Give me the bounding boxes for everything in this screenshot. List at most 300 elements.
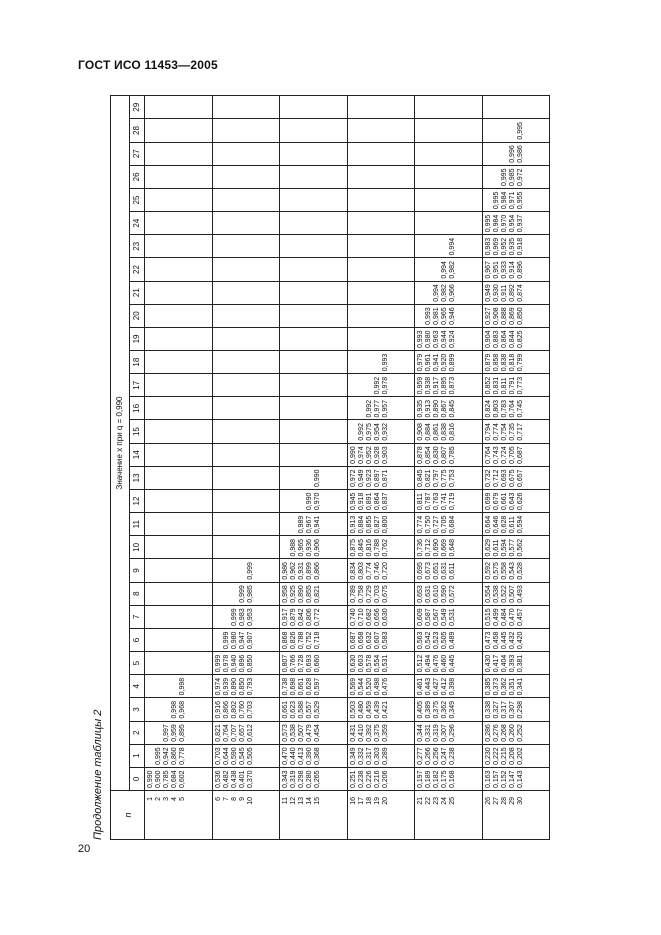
cell-value: 0,951 [492, 261, 500, 279]
column-number: 15 [130, 420, 145, 443]
table-cell [482, 327, 550, 350]
cell-value [501, 119, 509, 139]
cell-value: 0,783 [500, 399, 508, 418]
table-cell [415, 327, 483, 350]
cell-value: 0,965 [298, 538, 305, 557]
cell-value: 0,990 [349, 446, 357, 464]
cell-value: 0,986 [516, 145, 524, 163]
cell-value [425, 235, 433, 255]
table-header-row [111, 96, 130, 840]
cell-value: 0,331 [425, 724, 432, 742]
table-cell [280, 605, 348, 628]
cell-value: 0,684 [449, 515, 456, 534]
cell-value [358, 397, 366, 417]
cell-value: 0,914 [508, 261, 516, 279]
cell-value: 0,507 [298, 724, 305, 742]
cell-value: 0,803 [492, 399, 500, 418]
cell-value: 0,690 [433, 538, 440, 557]
n-value: 3 [163, 797, 170, 801]
table-cell [280, 119, 348, 142]
column-number: 26 [130, 165, 145, 188]
column-number: 20 [130, 304, 145, 327]
cell-value [493, 166, 501, 186]
cell-value: 0,944 [441, 330, 448, 349]
cell-value: 0,523 [433, 631, 440, 650]
cell-value: 0,303 [373, 747, 381, 765]
cell-value: 0,993 [425, 307, 432, 325]
cell-value: 0,994 [433, 284, 440, 302]
table-cell [145, 744, 213, 767]
cell-value: 0,946 [449, 307, 456, 325]
n-value: 4 [171, 797, 178, 801]
cell-value: 0,974 [214, 677, 222, 696]
cell-value [433, 258, 441, 278]
cell-value: 0,982 [449, 261, 456, 279]
column-number: 6 [130, 628, 145, 651]
table-cell [145, 119, 213, 142]
table-cell [212, 767, 280, 790]
cell-value: 0,717 [516, 423, 524, 441]
cell-value: 0,855 [365, 515, 373, 534]
cell-value: 0,656 [373, 608, 381, 626]
cell-value: 0,995 [492, 191, 500, 210]
cell-value: 0,789 [349, 585, 357, 603]
cell-value: 0,597 [314, 677, 321, 696]
table-cell [145, 559, 213, 582]
table-cell [212, 119, 280, 142]
cell-value: 0,983 [484, 237, 492, 256]
cell-value: 0,661 [298, 677, 305, 696]
cell-value: 0,373 [492, 677, 500, 696]
cell-value: 0,999 [230, 608, 238, 626]
cell-value: 0,432 [508, 631, 516, 650]
table-cell [482, 767, 550, 790]
table-cell [145, 374, 213, 397]
table-cell [415, 96, 483, 119]
cell-value: 0,413 [298, 747, 305, 765]
cell-value [147, 698, 155, 718]
n-value: 21 [417, 797, 424, 805]
cell-value: 0,775 [441, 469, 448, 487]
n-value: 30 [516, 797, 524, 805]
cell-value: 0,977 [373, 399, 381, 418]
table-rotation-frame [90, 95, 550, 840]
cell-value: 0,844 [508, 330, 516, 349]
document-header: ГОСТ ИСО 11453—2005 [78, 58, 218, 72]
cell-value: 0,917 [433, 376, 440, 395]
n-value: 7 [222, 797, 230, 801]
cell-value: 0,972 [516, 168, 524, 186]
cell-value: 0,807 [282, 654, 289, 673]
cell-value: 0,554 [373, 654, 381, 673]
cell-value: 0,549 [441, 608, 448, 626]
cell-value: 0,861 [433, 423, 440, 441]
table-cell [212, 258, 280, 281]
column-number: 0 [130, 767, 145, 790]
cell-value: 0,631 [425, 585, 432, 603]
table-cell [212, 96, 280, 119]
cell-value: 0,968 [179, 701, 186, 719]
cell-value [215, 629, 223, 649]
cell-value: 0,764 [222, 724, 230, 742]
cell-value: 0,955 [516, 191, 524, 210]
cell-value: 0,276 [492, 724, 500, 742]
cell-value: 0,983 [238, 608, 246, 626]
cell-value: 0,215 [500, 747, 508, 765]
cell-value: 0,675 [381, 585, 389, 603]
cell-value: 0,515 [484, 608, 492, 626]
cell-value: 0,750 [425, 515, 432, 534]
cell-value [231, 559, 239, 579]
cell-value: 0,907 [246, 631, 254, 650]
table-cell [347, 304, 415, 327]
cell-value: 0,699 [484, 492, 492, 511]
cell-value: 0,858 [492, 353, 500, 372]
table-cell [415, 744, 483, 767]
cell-value: 0,362 [441, 701, 448, 719]
cell-value: 0,945 [349, 492, 357, 511]
cell-value: 0,874 [516, 284, 524, 302]
n-value: 5 [179, 797, 186, 801]
cell-value: 0,286 [484, 724, 492, 742]
table-cell [415, 351, 483, 374]
cell-value: 0,727 [433, 515, 440, 534]
cell-value: 0,754 [500, 423, 508, 441]
cell-value: 0,719 [449, 492, 456, 511]
cell-value: 0,735 [508, 423, 516, 441]
table-cell [145, 698, 213, 721]
cell-value: 0,867 [441, 399, 448, 418]
table-cell [280, 559, 348, 582]
table-cell [280, 513, 348, 536]
column-number: 28 [130, 119, 145, 142]
table-cell [347, 582, 415, 605]
column-number: 7 [130, 605, 145, 628]
cell-value: 0,349 [449, 701, 456, 719]
cell-value: 0,594 [500, 538, 508, 557]
cell-value: 0,341 [516, 677, 524, 696]
cell-value: 0,962 [290, 562, 297, 580]
cell-value: 0,746 [373, 562, 381, 580]
table-cell [212, 327, 280, 350]
table-cell [145, 212, 213, 235]
cell-value: 0,493 [516, 585, 524, 603]
cell-value: 0,807 [441, 446, 448, 464]
cell-value: 0,940 [230, 654, 238, 673]
cell-value: 0,545 [238, 747, 246, 765]
cell-value: 0,401 [238, 770, 246, 788]
cell-value: 0,705 [441, 515, 448, 534]
cell-value: 0,917 [282, 608, 289, 626]
table-cell [415, 304, 483, 327]
table-cell [347, 605, 415, 628]
cell-value: 0,657 [238, 724, 246, 742]
cell-value: 0,679 [492, 492, 500, 511]
cell-value: 0,838 [441, 423, 448, 441]
cell-value: 0,916 [214, 701, 222, 719]
table-cell [145, 582, 213, 605]
cell-value: 0,936 [306, 538, 313, 557]
column-number: 29 [130, 96, 145, 119]
cell-value [290, 490, 298, 510]
cell-value: 0,970 [314, 492, 321, 511]
cell-value: 0,562 [516, 538, 524, 557]
cell-value [366, 374, 374, 394]
cell-value: 0,512 [417, 654, 424, 673]
cell-value: 0,695 [417, 562, 424, 580]
table-cell [347, 466, 415, 489]
cell-value: 0,879 [484, 353, 492, 372]
table-cell [212, 374, 280, 397]
table-body [111, 96, 550, 840]
cell-value: 0,990 [314, 469, 321, 487]
column-number: 12 [130, 489, 145, 512]
cell-value: 0,256 [433, 747, 440, 765]
table-cell [145, 188, 213, 211]
table-cell [280, 536, 348, 559]
column-number: 18 [130, 351, 145, 374]
table-cell [482, 351, 550, 374]
cell-value: 0,268 [500, 724, 508, 742]
cell-value [501, 143, 509, 163]
table-cell [212, 744, 280, 767]
table-cell [212, 698, 280, 721]
n-value: 12 [290, 797, 297, 805]
cell-value: 0,664 [484, 515, 492, 534]
cell-value [155, 722, 163, 742]
cell-value: 0,913 [349, 515, 357, 534]
cell-value: 0,307 [508, 701, 516, 719]
cell-value: 0,994 [441, 261, 448, 279]
cell-value: 0,803 [357, 562, 365, 580]
cell-value: 0,368 [314, 747, 321, 765]
table-cell [347, 142, 415, 165]
cell-value: 0,774 [417, 515, 424, 534]
cell-value: 0,612 [246, 724, 254, 742]
cell-value: 0,738 [282, 677, 289, 696]
cell-value: 0,845 [449, 399, 456, 418]
cell-value: 0,982 [441, 284, 448, 302]
cell-value: 0,319 [290, 770, 297, 788]
cell-value: 0,802 [230, 701, 238, 719]
table-cell [145, 513, 213, 536]
cell-value: 0,850 [238, 677, 246, 696]
cell-value: 0,592 [484, 562, 492, 580]
cell-value: 0,266 [425, 747, 432, 765]
table-cell [347, 698, 415, 721]
cell-value: 0,189 [425, 770, 432, 788]
n-value: 19 [373, 797, 381, 805]
cell-value: 0,458 [492, 631, 500, 650]
cell-value: 0,954 [373, 423, 381, 441]
cell-value: 0,794 [484, 423, 492, 441]
cell-value: 0,657 [516, 469, 524, 487]
cell-value: 0,247 [441, 747, 448, 765]
table-cell [415, 652, 483, 675]
cell-value: 0,821 [214, 724, 222, 742]
cell-value: 0,385 [484, 677, 492, 696]
table-cell [212, 212, 280, 235]
cell-value: 0,998 [171, 701, 178, 719]
table-cell [347, 675, 415, 698]
cell-value: 0,878 [417, 446, 424, 464]
cell-value: 0,864 [500, 330, 508, 349]
n-values-cell [280, 791, 348, 840]
cell-value: 0,405 [417, 701, 424, 719]
cell-value: 0,958 [282, 585, 289, 603]
cell-value: 0,152 [500, 770, 508, 788]
table-cell [482, 652, 550, 675]
table-cell [482, 281, 550, 304]
cell-value: 0,175 [441, 770, 448, 788]
cell-value [485, 166, 493, 186]
n-values-cell [212, 791, 280, 840]
table-cell [280, 304, 348, 327]
cell-value: 0,536 [214, 770, 222, 788]
cell-value: 0,925 [290, 585, 297, 603]
table-cell [280, 235, 348, 258]
cell-value: 0,558 [500, 562, 508, 580]
cell-value: 0,623 [290, 701, 297, 719]
table-cell [347, 721, 415, 744]
cell-value: 0,778 [179, 747, 186, 765]
n-value: 17 [357, 797, 365, 805]
table-cell [212, 235, 280, 258]
cell-value: 0,505 [441, 631, 448, 650]
n-value: 1 [147, 797, 154, 801]
cell-value: 0,897 [373, 469, 381, 487]
cell-value: 0,238 [449, 747, 456, 765]
cell-value: 0,567 [433, 608, 440, 626]
cell-value [350, 351, 358, 371]
n-values-cell [415, 791, 483, 840]
table-cell [212, 536, 280, 559]
cell-value: 0,970 [500, 214, 508, 233]
table-cell [482, 188, 550, 211]
cell-value: 0,644 [222, 747, 230, 765]
cell-value: 0,884 [425, 423, 432, 441]
table-cell [482, 536, 550, 559]
table-cell [415, 443, 483, 466]
table-cell [145, 443, 213, 466]
column-number: 16 [130, 397, 145, 420]
table-cell [280, 698, 348, 721]
table-cell [347, 744, 415, 767]
table-cell [482, 675, 550, 698]
cell-value: 0,949 [357, 469, 365, 487]
cell-value [350, 421, 358, 441]
cell-value [171, 675, 179, 695]
column-number: 23 [130, 235, 145, 258]
cell-value: 0,999 [222, 631, 230, 650]
cell-value: 0,941 [314, 515, 321, 534]
cell-value: 0,720 [381, 562, 389, 580]
cell-value [155, 675, 163, 695]
cell-value: 0,873 [449, 376, 456, 395]
cell-value: 0,959 [417, 376, 424, 395]
n-value: 24 [441, 797, 448, 805]
cell-value: 0,906 [314, 538, 321, 557]
cell-value [485, 143, 493, 163]
cell-value: 0,774 [365, 562, 373, 580]
cell-value: 0,800 [381, 515, 389, 534]
cell-value: 0,710 [357, 608, 365, 626]
cell-value: 0,838 [500, 353, 508, 372]
cell-value: 0,854 [425, 446, 432, 464]
table-cell [145, 675, 213, 698]
table-cell [212, 652, 280, 675]
table-cell [145, 536, 213, 559]
cell-value: 0,197 [417, 770, 424, 788]
cell-value: 0,995 [516, 122, 524, 140]
cell-value: 0,985 [508, 168, 516, 186]
cell-value: 0,543 [508, 562, 516, 580]
cell-value: 0,993 [381, 353, 389, 372]
cell-value: 0,682 [365, 608, 373, 626]
cell-value: 0,816 [365, 538, 373, 557]
cell-value [509, 119, 517, 139]
cell-value [239, 559, 247, 579]
cell-value: 0,590 [230, 747, 238, 765]
cell-value [155, 698, 163, 718]
cell-value [417, 305, 425, 325]
cell-value [366, 351, 374, 371]
cell-value: 0,899 [306, 562, 313, 580]
table-cell [347, 374, 415, 397]
cell-value: 0,260 [508, 724, 516, 742]
cell-value: 0,168 [449, 770, 456, 788]
cell-value: 0,866 [222, 701, 230, 719]
cell-value: 0,587 [425, 608, 432, 626]
cell-value: 0,412 [441, 677, 448, 696]
cell-value: 0,896 [516, 261, 524, 279]
cell-value: 0,980 [425, 330, 432, 349]
table-cell [145, 165, 213, 188]
cell-value: 0,693 [500, 469, 508, 487]
cell-value: 0,298 [516, 701, 524, 719]
table-cell [280, 420, 348, 443]
table-cell [212, 281, 280, 304]
cell-value: 0,338 [484, 701, 492, 719]
table-cell [145, 652, 213, 675]
cell-value: 0,931 [298, 562, 305, 580]
n-value: 11 [282, 797, 289, 805]
cell-value: 0,816 [449, 423, 456, 441]
cell-value: 0,975 [365, 423, 373, 441]
cell-value: 0,806 [306, 608, 313, 626]
cell-value: 0,913 [425, 399, 432, 418]
cell-value: 0,289 [381, 747, 389, 765]
cell-value: 0,984 [492, 214, 500, 233]
cell-value [298, 490, 306, 510]
table-cell [482, 466, 550, 489]
cell-value: 0,648 [449, 538, 456, 557]
cell-value: 0,785 [163, 770, 170, 788]
table-cell [347, 420, 415, 443]
table-cell [145, 628, 213, 651]
cell-value: 0,824 [484, 399, 492, 418]
table-cell [212, 513, 280, 536]
table-cell [482, 744, 550, 767]
column-number: 8 [130, 582, 145, 605]
cell-value: 0,454 [314, 724, 321, 742]
cell-value: 0,990 [306, 492, 313, 511]
n-value: 27 [492, 797, 500, 805]
column-number: 2 [130, 721, 145, 744]
cell-value: 0,992 [357, 423, 365, 441]
table-cell [415, 559, 483, 582]
cell-value [282, 513, 290, 533]
